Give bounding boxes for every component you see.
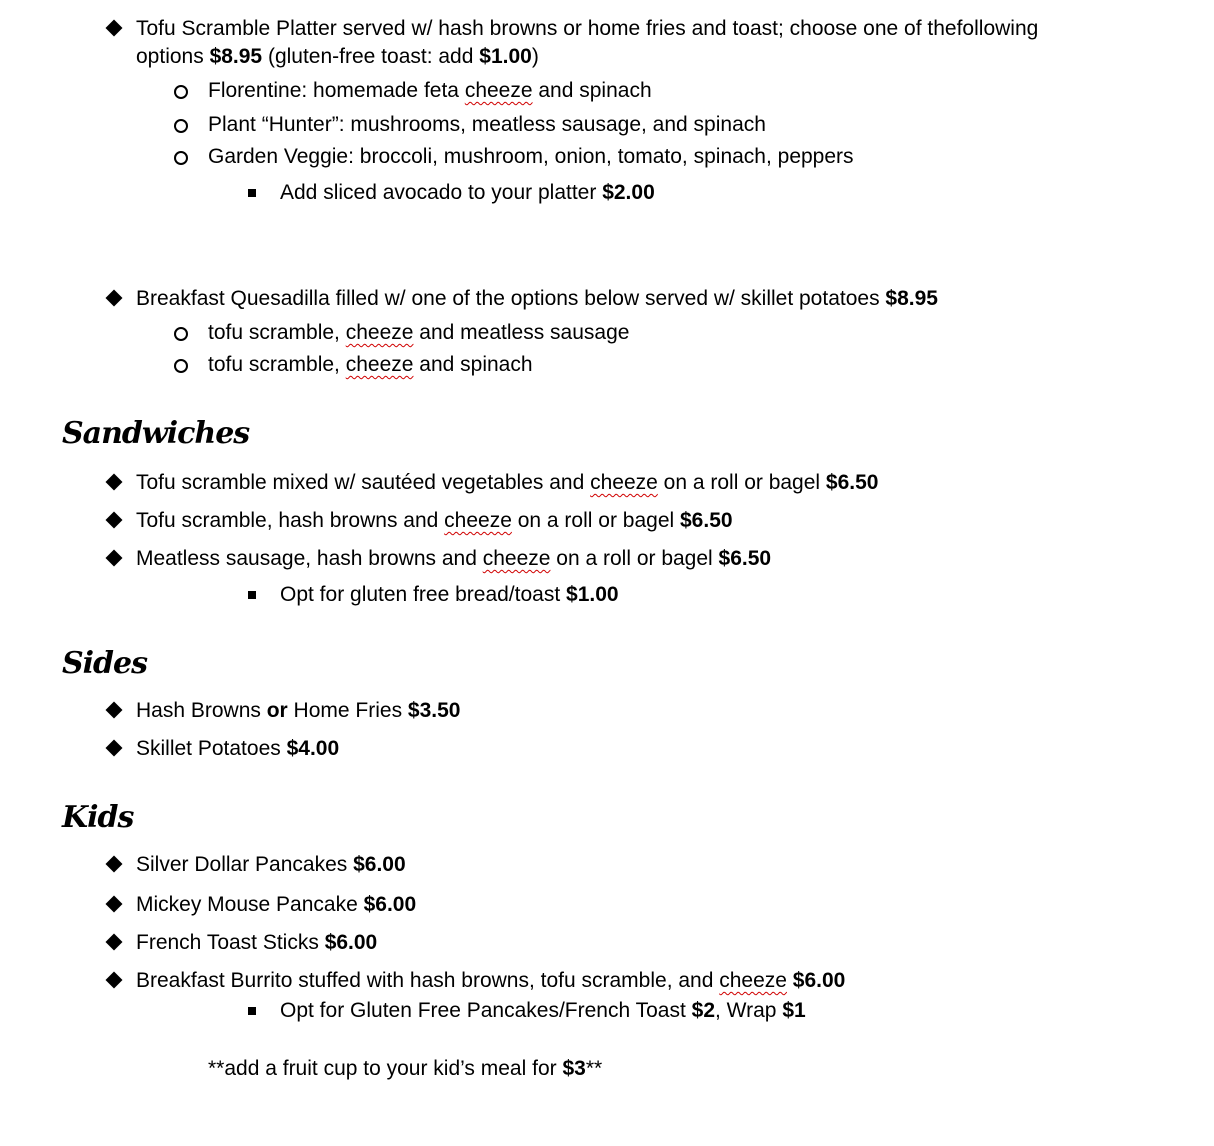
platter-line1: Tofu Scramble Platter served w/ hash browns or home fries and toast; choose one of thefollowing: [136, 17, 1039, 40]
diamond-bullet-icon: [106, 972, 123, 989]
diamond-bullet-icon: [106, 290, 123, 307]
quesadilla-option: tofu scramble, cheeze and spinach: [0, 350, 1214, 380]
platter-option: Florentine: homemade feta cheeze and spinach: [0, 76, 1214, 106]
diamond-bullet-icon: [106, 856, 123, 873]
side-item: Hash Browns or Home Fries $3.50: [0, 696, 1214, 726]
diamond-bullet-icon: [106, 512, 123, 529]
sides-heading: Sides: [62, 646, 148, 681]
diamond-bullet-icon: [106, 934, 123, 951]
kids-gf-note: Opt for Gluten Free Pancakes/French Toast $2, Wrap $1: [0, 996, 1214, 1026]
circle-bullet-icon: [174, 119, 188, 133]
side-item: Skillet Potatoes $4.00: [0, 734, 1214, 764]
kids-item: French Toast Sticks $6.00: [0, 928, 1214, 958]
circle-bullet-icon: [174, 327, 188, 341]
platter-line2: options $8.95 (gluten-free toast: add $1.00): [136, 45, 539, 68]
platter-item: [0, 14, 1214, 44]
platter-price: $8.95: [209, 45, 263, 68]
kids-item: Mickey Mouse Pancake $6.00: [0, 890, 1214, 920]
sandwiches-heading: Sandwiches: [62, 416, 250, 451]
platter-gf-price: $1.00: [479, 45, 532, 68]
kids-heading: Kids: [62, 800, 134, 835]
sandwich-item: Tofu scramble mixed w/ sautéed vegetables and cheeze on a roll or bagel $6.50: [0, 468, 1214, 498]
quesadilla-price: $8.95: [885, 287, 938, 310]
sandwich-item: Meatless sausage, hash browns and cheeze on a roll or bagel $6.50: [0, 544, 1214, 574]
square-bullet-icon: [248, 591, 256, 599]
circle-bullet-icon: [174, 151, 188, 165]
square-bullet-icon: [248, 1007, 256, 1015]
square-bullet-icon: [248, 189, 256, 197]
kids-item: Silver Dollar Pancakes $6.00: [0, 850, 1214, 880]
sandwich-note: Opt for gluten free bread/toast $1.00: [0, 580, 1214, 610]
sandwich-item: Tofu scramble, hash browns and cheeze on a roll or bagel $6.50: [0, 506, 1214, 536]
platter-option: Garden Veggie: broccoli, mushroom, onion, tomato, spinach, peppers: [0, 142, 1214, 172]
addon-price: $2.00: [602, 181, 655, 204]
diamond-bullet-icon: [106, 740, 123, 757]
kids-burrito: Breakfast Burrito stuffed with hash browns, tofu scramble, and cheeze $6.00: [0, 966, 1214, 996]
quesadilla-item: Breakfast Quesadilla filled w/ one of the options below served w/ skillet potatoes $8.95: [0, 284, 1214, 314]
platter-option: Plant “Hunter”: mushrooms, meatless sausage, and spinach: [0, 110, 1214, 140]
platter-addon: Add sliced avocado to your platter $2.00: [0, 178, 1214, 208]
diamond-bullet-icon: [106, 550, 123, 567]
diamond-bullet-icon: [106, 702, 123, 719]
kids-fruit-note: **add a fruit cup to your kid’s meal for $3**: [208, 1057, 603, 1080]
quesadilla-option: tofu scramble, cheeze and meatless sausage: [0, 318, 1214, 348]
circle-bullet-icon: [174, 85, 188, 99]
diamond-bullet-icon: [106, 474, 123, 491]
circle-bullet-icon: [174, 359, 188, 373]
diamond-bullet-icon: [106, 20, 123, 37]
diamond-bullet-icon: [106, 896, 123, 913]
